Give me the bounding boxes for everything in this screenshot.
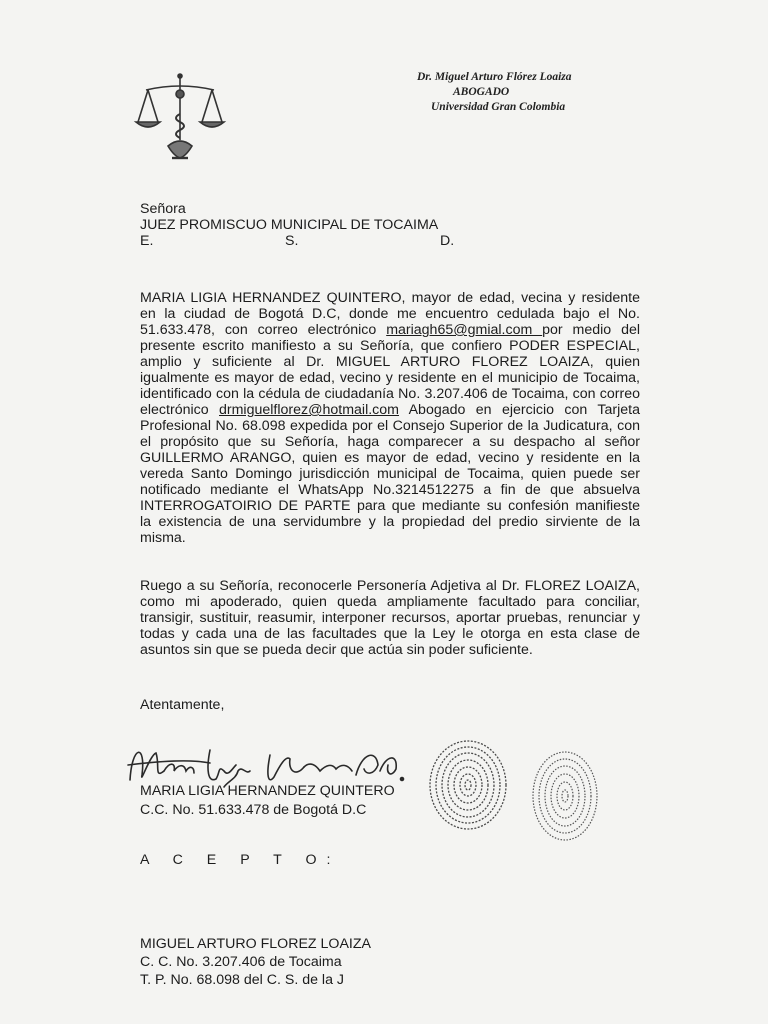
p1-text: por medio del xyxy=(542,322,640,338)
p1-line: GUILLERMO ARANGO, quien es mayor de edad, vecino y residente en la xyxy=(140,450,640,466)
p1-line: igualmente es mayor de edad, vecino y residente en el municipio de Tocaima, xyxy=(140,370,640,386)
attorney-professional-card: T. P. No. 68.098 del C. S. de la J xyxy=(140,972,344,988)
closing: Atentamente, xyxy=(140,697,225,713)
signer-id: C.C. No. 51.633.478 de Bogotá D.C xyxy=(140,802,367,818)
p1-line: la existencia de una servidumbre y la propiedad del predio sirviente de la xyxy=(140,514,640,530)
p1-text: electrónico xyxy=(140,402,219,418)
p1-line: en la ciudad de Bogotá D.C, donde me encuentro cedulada bajo el No. xyxy=(140,306,640,322)
p1-line: notificado mediante el WhatsApp No.3214512275 a fin de que absuelva xyxy=(140,482,640,498)
p1-line: MARIA LIGIA HERNANDEZ QUINTERO, mayor de edad, vecina y residente xyxy=(140,290,640,306)
p2-line: como mi apoderado, quien queda ampliamente facultado para conciliar, xyxy=(140,594,640,610)
lawyer-title: ABOGADO xyxy=(453,86,510,98)
addressee-judge: JUEZ PROMISCUO MUNICIPAL DE TOCAIMA xyxy=(140,217,439,233)
p1-line: amplio y suficiente al Dr. MIGUEL ARTURO FLOREZ LOAIZA, quien xyxy=(140,354,640,370)
paragraph-request xyxy=(140,578,640,658)
p1-line: presente escrito manifiesto a su Señoría, que confiero PODER ESPECIAL, xyxy=(140,338,640,354)
p2-line: Ruego a su Señoría, reconocerle Personería Adjetiva al Dr. FLOREZ LOAIZA, xyxy=(140,578,640,594)
attorney-email: drmiguelflorez@hotmail.com xyxy=(219,402,399,418)
p1-line: identificado con la cédula de ciudadanía No. 3.207.406 de Tocaima, con correo xyxy=(140,386,640,402)
paragraph-power-of-attorney xyxy=(140,290,640,546)
p2-line: todas y cada una de las facultades que la Ley le otorga en esta clase de xyxy=(140,626,640,642)
fingerprint-icon xyxy=(525,746,605,844)
p1-line: misma. xyxy=(140,530,186,546)
acceptance-label: A C E P T O: xyxy=(140,852,341,868)
esd-d: D. xyxy=(440,233,455,249)
addressee-esd xyxy=(140,233,470,249)
scales-of-justice-icon xyxy=(132,70,228,166)
p1-line: el propósito que su Señoría, haga comparecer a su despacho al señor xyxy=(140,434,640,450)
esd-s: S. xyxy=(285,233,299,249)
p1-line xyxy=(140,322,640,338)
p2-line: asuntos sin que se pueda decir que actúa sin poder suficiente. xyxy=(140,642,533,658)
attorney-name: MIGUEL ARTURO FLOREZ LOAIZA xyxy=(140,936,371,952)
p1-line: vereda Santo Domingo jurisdicción municipal de Tocaima, quien puede ser xyxy=(140,466,640,482)
p1-line: Profesional No. 68.098 expedida por el Consejo Superior de la Judicatura, con xyxy=(140,418,640,434)
p1-text: Abogado en ejercicio con Tarjeta xyxy=(398,402,640,418)
signer-name: MARIA LIGIA HERNANDEZ QUINTERO xyxy=(140,783,395,799)
p1-line xyxy=(140,402,640,418)
p1-line: INTERROGATOIRIO DE PARTE para que mediante su confesión manifieste xyxy=(140,498,640,514)
attorney-id: C. C. No. 3.207.406 de Tocaima xyxy=(140,954,342,970)
esd-e: E. xyxy=(140,233,154,249)
addressee-salutation: Señora xyxy=(140,201,186,217)
lawyer-name: Dr. Miguel Arturo Flórez Loaiza xyxy=(417,71,572,83)
p2-line: transigir, sustituir, reasumir, interponer recursos, aportar pruebas, renunciar y xyxy=(140,610,640,626)
p1-text: 51.633.478, con correo electrónico xyxy=(140,322,387,338)
fingerprint-icon xyxy=(420,733,515,833)
grantor-email: mariagh65@gmial.com xyxy=(386,322,543,338)
lawyer-university: Universidad Gran Colombia xyxy=(431,101,566,113)
letterhead xyxy=(405,70,605,115)
addressee-block xyxy=(140,201,470,249)
